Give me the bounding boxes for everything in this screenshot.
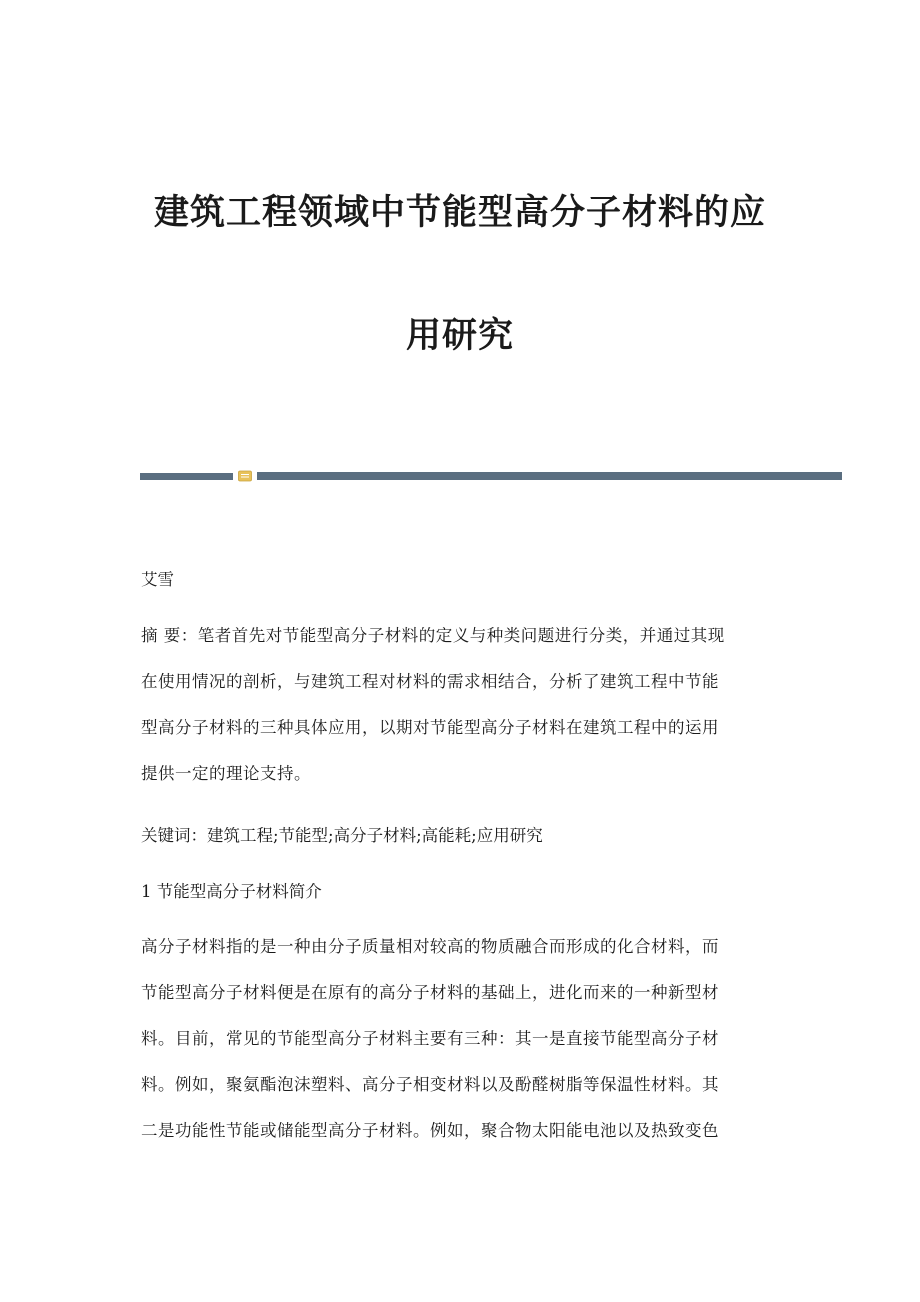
title-divider [140, 470, 842, 482]
divider-bar-left [140, 473, 233, 480]
body-line: 二是功能性节能或储能型高分子材料。例如，聚合物太阳能电池以及热致变色 [141, 1121, 719, 1140]
body-line: 料。例如，聚氨酯泡沫塑料、高分子相变材料以及酚醛树脂等保温性材料。其 [141, 1075, 719, 1094]
author-name: 艾雪 [141, 570, 174, 589]
body-line: 节能型高分子材料便是在原有的高分子材料的基础上，进化而来的一种新型材 [141, 983, 719, 1002]
divider-emblem-icon [238, 470, 252, 482]
section-body [141, 935, 781, 1165]
abstract-line: 在使用情况的剖析，与建筑工程对材料的需求相结合，分析了建筑工程中节能 [141, 672, 719, 691]
body-line: 高分子材料指的是一种由分子质量相对较高的物质融合而形成的化合材料，而 [141, 937, 719, 956]
divider-bar-right [257, 472, 842, 480]
abstract-line: 摘 要：笔者首先对节能型高分子材料的定义与种类问题进行分类，并通过其现 [141, 626, 725, 645]
page-title-line-2: 用研究 [405, 315, 514, 356]
keywords: 关键词：建筑工程;节能型;高分子材料;高能耗;应用研究 [141, 826, 543, 845]
abstract-line: 提供一定的理论支持。 [141, 764, 311, 783]
abstract-line: 型高分子材料的三种具体应用，以期对节能型高分子材料在建筑工程中的运用 [141, 718, 719, 737]
page-title-line-1: 建筑工程领域中节能型高分子材料的应 [153, 192, 766, 233]
abstract [141, 624, 781, 808]
body-line: 料。目前，常见的节能型高分子材料主要有三种：其一是直接节能型高分子材 [141, 1029, 719, 1048]
section-heading: 1 节能型高分子材料简介 [141, 882, 322, 901]
